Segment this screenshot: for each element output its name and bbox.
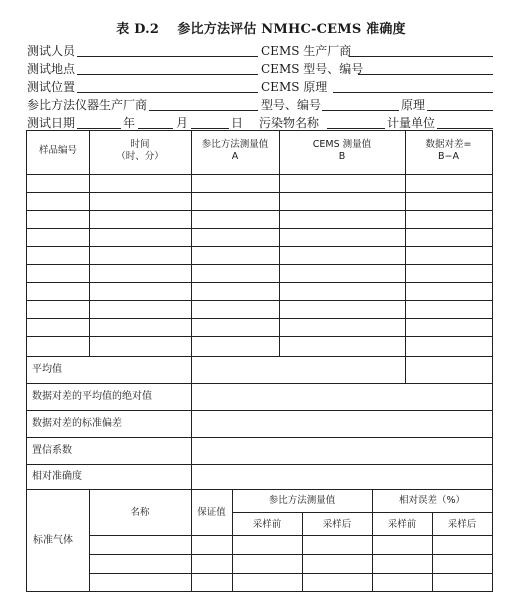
col-header-time-line2: （时、分） <box>116 151 164 162</box>
col-header-cems-line2: B <box>338 151 346 162</box>
row-label-confidence: 置信系数 <box>32 445 72 456</box>
row-divider <box>27 336 492 337</box>
col-header-ref-line1: 参比方法测量值 <box>201 139 269 150</box>
row-divider <box>27 228 492 229</box>
gas-header-error: 相对误差（%） <box>398 495 466 506</box>
table-title <box>0 18 522 37</box>
gas-header-err-after: 采样后 <box>447 519 477 530</box>
label-year: 年 <box>123 116 136 130</box>
table-number: 表 D.2 <box>116 22 160 37</box>
row-divider <box>27 282 492 283</box>
col-divider <box>279 131 280 356</box>
label-day: 日 <box>231 116 244 130</box>
field-day[interactable] <box>191 128 229 129</box>
col-header-sample-no: 样品编号 <box>38 145 77 156</box>
row-divider <box>27 489 492 490</box>
col-divider <box>89 131 90 356</box>
row-divider <box>27 210 492 211</box>
label-unit: 计量单位 <box>387 116 436 130</box>
col-header-diff-line1: 数据对差= <box>425 139 472 150</box>
row-divider <box>27 437 492 438</box>
row-label-accuracy: 相对准确度 <box>32 471 82 482</box>
gas-header-ref-before: 采样前 <box>252 519 282 530</box>
label-test-location: 测试地点 <box>27 62 76 76</box>
col-divider <box>191 489 192 592</box>
col-divider <box>89 489 90 592</box>
row-divider <box>27 318 492 319</box>
row-divider <box>27 264 492 265</box>
label-ref-model: 型号、编号 <box>261 98 322 112</box>
label-cems-model: CEMS 型号、编号 <box>261 62 364 76</box>
data-table <box>26 130 493 592</box>
field-month[interactable] <box>138 128 173 129</box>
col-header-cems-line1: CEMS 测量值 <box>312 139 372 150</box>
gas-header-name: 名称 <box>130 507 150 518</box>
field-tester[interactable] <box>77 56 258 57</box>
row-divider <box>27 174 492 175</box>
field-cems-maker[interactable] <box>349 56 493 57</box>
label-cems-principle: CEMS 原理 <box>261 80 328 94</box>
col-divider <box>405 131 406 383</box>
field-ref-model[interactable] <box>322 110 399 111</box>
row-divider <box>27 383 492 384</box>
col-divider <box>191 131 192 490</box>
gas-header-ref: 参比方法测量值 <box>268 495 336 506</box>
field-test-position[interactable] <box>77 92 258 93</box>
field-unit[interactable] <box>437 128 493 129</box>
col-header-time-line1: 时间 <box>130 139 150 150</box>
field-year[interactable] <box>77 128 121 129</box>
row-label-abs-mean: 数据对差的平均值的绝对值 <box>32 391 152 402</box>
row-label-average: 平均值 <box>32 364 62 375</box>
row-divider <box>232 512 492 513</box>
col-header-cems <box>279 139 405 163</box>
col-header-time <box>89 139 191 163</box>
label-ref-maker: 参比方法仪器生产厂商 <box>27 98 148 112</box>
col-header-ref-line2: A <box>231 151 239 162</box>
field-pollutant[interactable] <box>327 128 385 129</box>
row-divider <box>27 464 492 465</box>
label-cems-maker: CEMS 生产厂商 <box>261 44 352 58</box>
gas-header-cert: 保证值 <box>197 507 226 518</box>
field-cems-model[interactable] <box>358 74 493 75</box>
label-test-position: 测试位置 <box>27 80 76 94</box>
table-title-text: 参比方法评估 NMHC-CEMS 准确度 <box>177 22 406 37</box>
row-divider <box>27 410 492 411</box>
field-ref-principle[interactable] <box>427 110 493 111</box>
col-header-ref <box>191 139 279 163</box>
row-divider <box>27 246 492 247</box>
label-pollutant: 污染物名称 <box>259 116 320 130</box>
field-cems-principle[interactable] <box>333 92 493 93</box>
col-header-diff-line2: B−A <box>438 151 459 162</box>
row-label-std-gas: 标准气体 <box>33 535 73 546</box>
label-test-date: 测试日期 <box>27 116 76 130</box>
label-ref-principle: 原理 <box>401 98 426 112</box>
gas-header-err-before: 采样前 <box>387 519 417 530</box>
label-tester: 测试人员 <box>27 44 76 58</box>
col-header-diff <box>405 139 492 163</box>
row-divider <box>27 356 492 357</box>
field-ref-maker[interactable] <box>149 110 258 111</box>
label-month: 月 <box>176 116 189 130</box>
row-divider <box>27 192 492 193</box>
row-label-std: 数据对差的标准偏差 <box>32 418 122 429</box>
row-divider <box>27 300 492 301</box>
field-test-location[interactable] <box>77 74 258 75</box>
gas-header-ref-after: 采样后 <box>322 519 352 530</box>
